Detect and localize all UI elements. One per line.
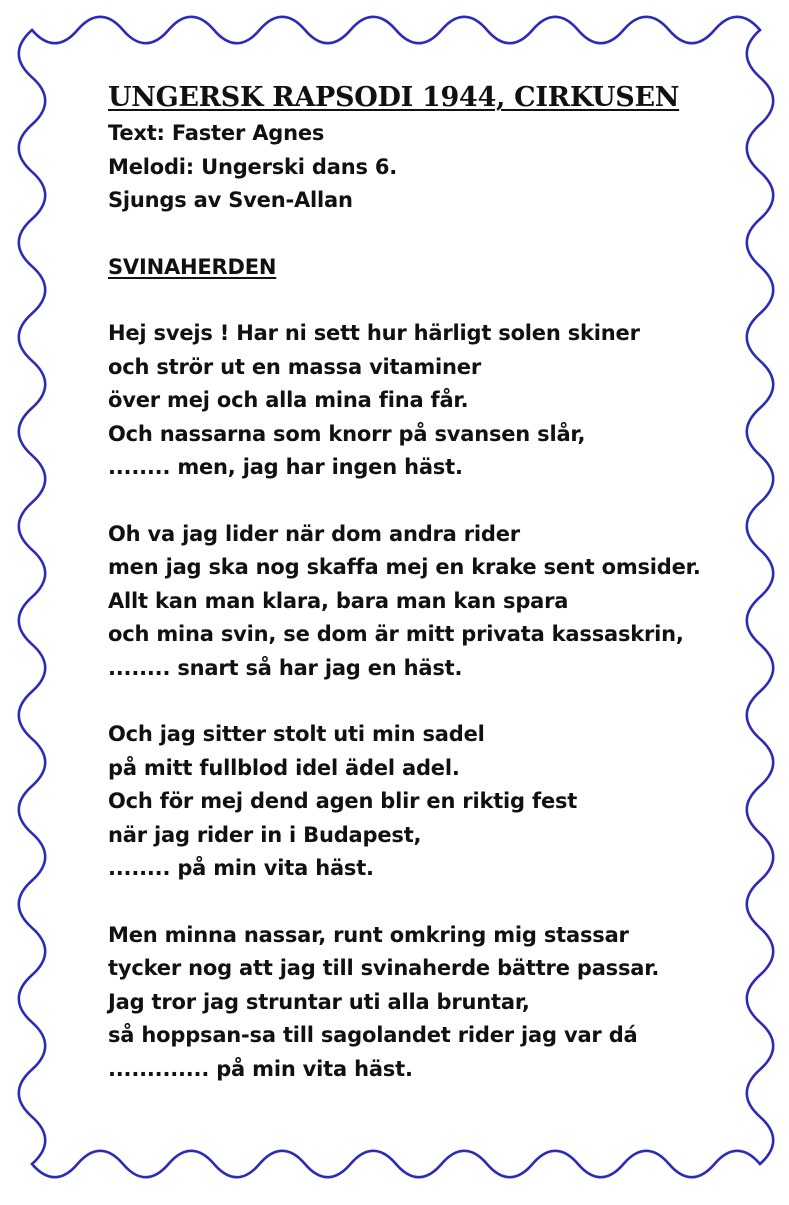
song-credits xyxy=(108,117,748,218)
verse-line: Och för mej dend agen blir en riktig fest xyxy=(108,789,578,813)
verse-line: Men minna nassar, runt omkring mig stassar xyxy=(108,922,629,947)
verse-line: ........ snart så har jag en häst. xyxy=(108,655,463,680)
verse-line: på mitt fullblod idel ädel adel. xyxy=(108,755,460,780)
song-sheet xyxy=(108,82,748,1086)
verse-line: men jag ska nog skaffa mej en krake sent omsider. xyxy=(108,555,701,579)
text-credit: Text: Faster Agnes xyxy=(108,121,325,145)
verse-line: ............. på min vita häst. xyxy=(108,1056,413,1081)
verse-line: Allt kan man klara, bara man kan spara xyxy=(108,588,569,613)
verse-line: Oh va jag lider när dom andra rider xyxy=(108,521,520,546)
verse-2 xyxy=(108,518,748,686)
verse-line: ........ på min vita häst. xyxy=(108,856,374,880)
verse-line: och mina svin, se dom är mitt privata kassaskrin, xyxy=(108,622,684,646)
verse-line: och strör ut en massa vitaminer xyxy=(108,354,481,379)
verse-line: tycker nog att jag till svinaherde bättre passar. xyxy=(108,956,660,980)
singer-credit: Sjungs av Sven-Allan xyxy=(108,188,353,212)
verse-line: ........ men, jag har ingen häst. xyxy=(108,455,463,479)
verse-line: Hej svejs ! Har ni sett hur härligt solen skiner xyxy=(108,321,640,345)
verse-line: Och jag sitter stolt uti min sadel xyxy=(108,722,485,746)
verse-line: Jag tror jag struntar uti alla bruntar, xyxy=(108,989,530,1014)
verse-line: Och nassarna som knorr på svansen slår, xyxy=(108,421,586,446)
verse-line: när jag rider in i Budapest, xyxy=(108,822,422,847)
verse-line: över mej och alla mina fina får. xyxy=(108,388,469,412)
verse-line: så hoppsan-sa till sagolandet rider jag var dá xyxy=(108,1023,638,1047)
verse-4 xyxy=(108,919,748,1087)
melody-credit: Melodi: Ungerski dans 6. xyxy=(108,154,398,179)
verse-1 xyxy=(108,317,748,485)
verse-3 xyxy=(108,718,748,886)
song-subtitle: SVINAHERDEN xyxy=(108,254,277,279)
song-title: UNGERSK RAPSODI 1944, CIRKUSEN xyxy=(108,82,680,113)
